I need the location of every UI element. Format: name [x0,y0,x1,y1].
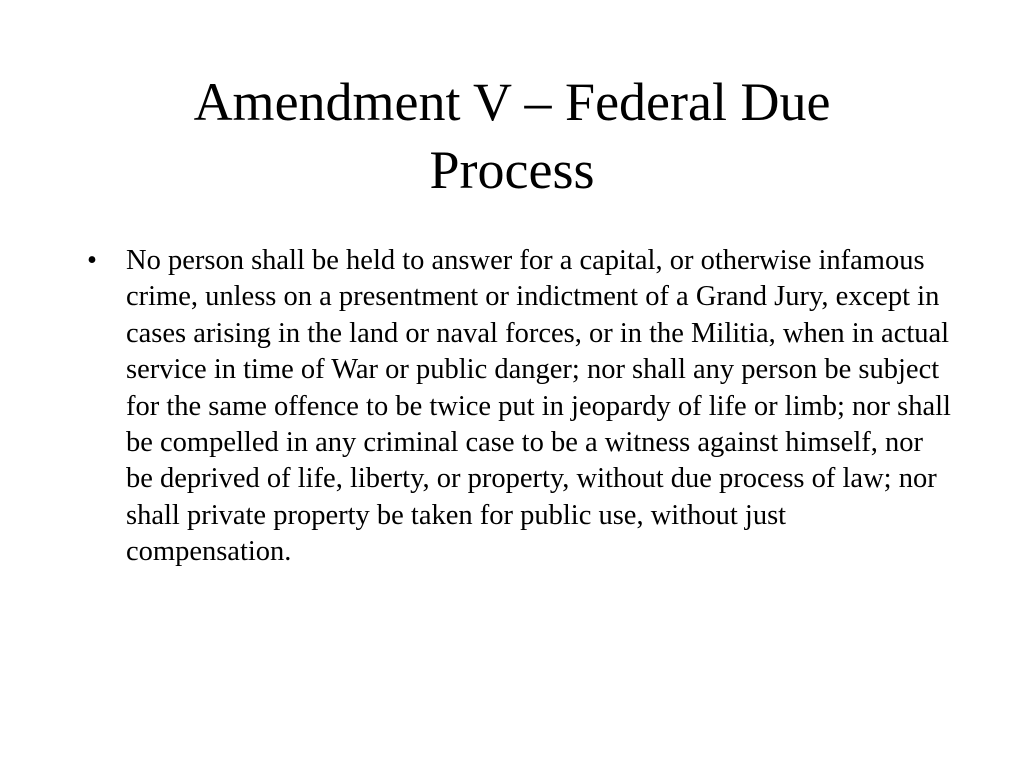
slide-title: Amendment V – Federal Due Process [193,72,831,200]
bullet-text: No person shall be held to answer for a capital, or otherwise infamous crime, unless on a presentment or indictment of a Grand Jury, except in cases arising in the land or naval forces, or in the Militia, when in actual service in time of War or public danger; nor shall any person be subject for the same offence to be twice put in jeopardy of life or limb; nor shall be compelled in any criminal case to be a witness against himself, nor be deprived of life, liberty, or property, without due process of law; nor shall private property be taken for public use, without just compensation. [126,245,951,568]
bullet-marker: • [87,245,97,276]
bullet-list [84,243,954,571]
bullet-item [84,243,954,571]
